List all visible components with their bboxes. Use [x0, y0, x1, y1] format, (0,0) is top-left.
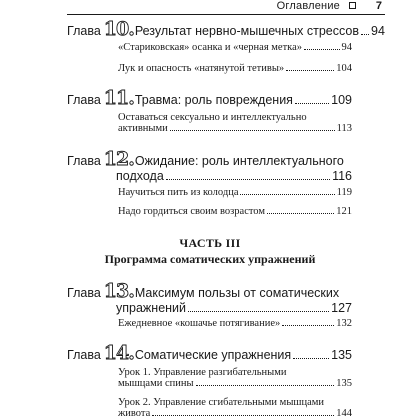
header-rule	[67, 14, 385, 15]
toc-subentry	[118, 42, 352, 53]
toc-chapter-10	[67, 18, 385, 40]
subentry-page: 132	[336, 318, 352, 329]
square-icon	[349, 2, 356, 9]
subentry-page: 94	[341, 42, 352, 53]
toc-subentry	[118, 187, 352, 198]
subentry-title: Лук и опасность «натянутой тетивы»	[118, 63, 285, 74]
toc-subentry	[118, 206, 352, 217]
dot-leader	[293, 358, 329, 359]
chapter-page: 94	[371, 24, 385, 38]
dot-leader	[267, 213, 334, 214]
chapter-number: 13.	[103, 280, 134, 302]
toc-subentry	[118, 112, 352, 134]
dot-leader	[361, 34, 369, 35]
chapter-title: Ожидание: роль интеллектуального	[134, 154, 344, 168]
chapter-page: 135	[331, 348, 352, 362]
chapter-title-cont: упражнений	[116, 301, 187, 315]
subentry-title-cont: живота	[118, 408, 151, 419]
subentry-page: 135	[336, 378, 352, 389]
chapter-title: Травма: роль повреждения	[134, 93, 293, 107]
subentry-page: 121	[336, 206, 352, 217]
subentry-page: 119	[336, 187, 352, 198]
dot-leader	[196, 385, 335, 386]
dot-leader	[286, 70, 334, 71]
chapter-number: 12.	[103, 148, 134, 170]
subentry-title-cont: мышцами спины	[118, 378, 194, 389]
subentry-page: 144	[336, 408, 352, 419]
chapter-title: Максимум пользы от соматических	[134, 286, 340, 300]
subentry-page: 104	[336, 63, 352, 74]
subentry-title: Ежедневное «кошачье потягивание»	[118, 318, 281, 329]
chapter-label: Глава	[67, 93, 101, 107]
dot-leader	[304, 49, 339, 50]
toc-subentry	[118, 63, 352, 74]
part-subtitle: Программа соматических упражнений	[104, 252, 316, 266]
chapter-number: 11.	[103, 87, 134, 109]
toc-subentry	[118, 367, 352, 389]
chapter-title: Результат нервно-мышечных стрессов	[134, 24, 359, 38]
subentry-page: 113	[336, 123, 352, 134]
chapter-label: Глава	[67, 154, 101, 168]
chapter-page: 109	[331, 93, 352, 107]
subentry-title: Урок 2. Управление сгибательными мышцами	[118, 397, 325, 408]
subentry-title: Надо гордиться своим возрастом	[118, 206, 266, 217]
toc-chapter-11	[67, 89, 352, 108]
toc-subentry	[118, 397, 352, 419]
chapter-page: 127	[331, 301, 352, 315]
chapter-label: Глава	[67, 286, 101, 300]
toc-subentry	[118, 318, 352, 329]
subentry-title: Урок 1. Управление разгибательными	[118, 367, 287, 378]
toc-chapter-13	[67, 282, 352, 315]
subentry-title: Оставаться сексуально и интеллектуально	[118, 112, 307, 123]
chapter-label: Глава	[67, 348, 101, 362]
chapter-title: Соматические упражнения	[134, 348, 292, 362]
dot-leader	[170, 130, 335, 131]
subentry-title: Научиться пить из колодца	[118, 187, 239, 198]
subentry-title-cont: активными	[118, 123, 168, 134]
dot-leader	[188, 311, 329, 312]
running-header	[0, 0, 420, 14]
chapter-number: 10.	[103, 18, 134, 40]
chapter-label: Глава	[67, 24, 101, 38]
chapter-page: 116	[332, 169, 352, 183]
dot-leader	[166, 179, 330, 180]
dot-leader	[282, 325, 334, 326]
dot-leader	[152, 415, 334, 416]
section-name: Оглавление	[276, 0, 340, 12]
dot-leader	[295, 103, 329, 104]
dot-leader	[240, 194, 334, 195]
toc-chapter-14	[67, 344, 352, 363]
toc-chapter-12	[67, 150, 352, 183]
part-title: ЧАСТЬ III	[179, 236, 241, 250]
chapter-number: 14.	[103, 342, 134, 364]
subentry-title: «Стариковская» осанка и «черная метка»	[118, 42, 303, 53]
chapter-title-cont: подхода	[116, 169, 164, 183]
page-number: 7	[375, 0, 382, 12]
